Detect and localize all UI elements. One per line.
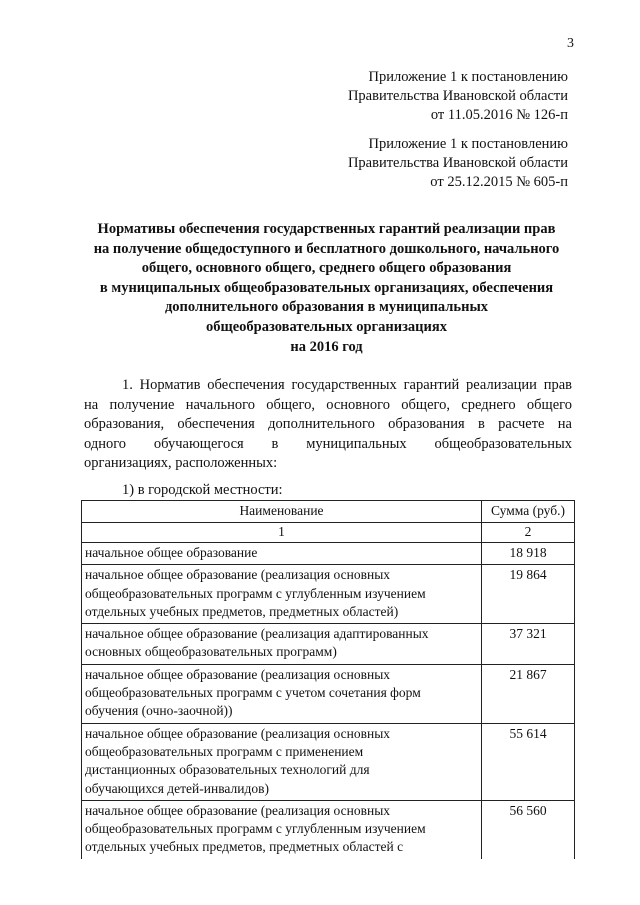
document-title	[80, 220, 573, 357]
title-line: дополнительного образования в муниципальных	[164, 299, 489, 316]
appendix-current	[348, 68, 568, 125]
title-line: в муниципальных общеобразовательных организациях, обеспечения	[99, 279, 554, 296]
column-number: 1	[82, 523, 482, 543]
norms-table	[81, 500, 575, 859]
paragraph-line: 1. Норматив обеспечения государственных гарантий реализации прав	[122, 377, 572, 393]
table-row	[82, 800, 575, 858]
table-row	[82, 543, 575, 565]
row-sum: 55 614	[482, 723, 575, 800]
title-line: на получение общедоступного и бесплатного дошкольного, начального	[93, 240, 560, 257]
row-name-line: обучающихся детей-инвалидов)	[85, 780, 269, 796]
paragraph-line: одного обучающегося в муниципальных общеобразовательных	[84, 435, 572, 452]
title-line: на 2016 год	[290, 338, 363, 355]
appendix-line: от 25.12.2015 № 605-п	[430, 174, 568, 190]
table-row	[82, 723, 575, 800]
row-name-line: начальное общее образование (реализация основных	[85, 725, 391, 741]
row-name-line: дистанционных образовательных технологий для	[85, 762, 370, 778]
row-name-line: обучения (очно-заочной))	[85, 703, 233, 719]
appendix-line: от 11.05.2016 № 126-п	[430, 107, 568, 123]
row-name-line: основных общеобразовательных программ)	[85, 644, 337, 660]
row-name	[82, 624, 482, 665]
row-name-line: начальное общее образование	[85, 545, 258, 560]
appendix-line: Правительства Ивановской области	[347, 155, 568, 171]
row-sum: 19 864	[482, 565, 575, 624]
row-sum: 56 560	[482, 800, 575, 858]
section-subheading: 1) в городской местности:	[122, 482, 283, 498]
row-name-line: начальное общее образование (реализация адаптированных	[85, 626, 429, 642]
table-header-row	[82, 501, 575, 523]
paragraph-line: организациях, расположенных:	[84, 455, 278, 471]
table-row	[82, 664, 575, 723]
row-name-line: общеобразовательных программ с применением	[85, 743, 364, 759]
row-sum: 18 918	[482, 543, 575, 565]
row-name	[82, 565, 482, 624]
row-name-line: начальное общее образование (реализация основных	[85, 567, 391, 583]
row-name-line: общеобразовательных программ с углубленным изучением	[85, 585, 426, 601]
table-row	[82, 565, 575, 624]
appendix-previous	[348, 135, 568, 192]
appendix-line: Приложение 1 к постановлению	[368, 69, 568, 85]
header-name: Наименование	[82, 501, 482, 523]
title-line: Нормативы обеспечения государственных гарантий реализации прав	[97, 221, 556, 237]
row-name	[82, 723, 482, 800]
row-sum: 37 321	[482, 624, 575, 665]
row-name-line: общеобразовательных программ с учетом сочетания форм	[85, 685, 421, 701]
column-number-row	[82, 523, 575, 543]
page-number: 3	[567, 36, 574, 51]
title-line: общего, основного общего, среднего общего образования	[141, 260, 512, 277]
row-name-line: начальное общее образование (реализация основных	[85, 666, 391, 682]
appendix-line: Правительства Ивановской области	[347, 88, 568, 104]
row-name-line: отдельных учебных предметов, предметных областей)	[85, 603, 399, 619]
row-name-line: отдельных учебных предметов, предметных областей с	[85, 839, 404, 855]
header-sum: Сумма (руб.)	[482, 501, 575, 523]
row-name	[82, 543, 482, 565]
appendix-line: Приложение 1 к постановлению	[368, 136, 568, 152]
row-sum: 21 867	[482, 664, 575, 723]
row-name	[82, 664, 482, 723]
title-line: общеобразовательных организациях	[206, 318, 447, 335]
paragraph-1	[84, 376, 572, 474]
column-number: 2	[482, 523, 575, 543]
row-name-line: общеобразовательных программ с углубленным изучением	[85, 821, 426, 837]
row-name-line: начальное общее образование (реализация основных	[85, 802, 391, 818]
table-row	[82, 624, 575, 665]
paragraph-line: образования, обеспечения дополнительного образования в расчете на	[84, 416, 572, 432]
row-name	[82, 800, 482, 858]
paragraph-line: на получение начального общего, основного общего, среднего общего	[84, 396, 572, 413]
